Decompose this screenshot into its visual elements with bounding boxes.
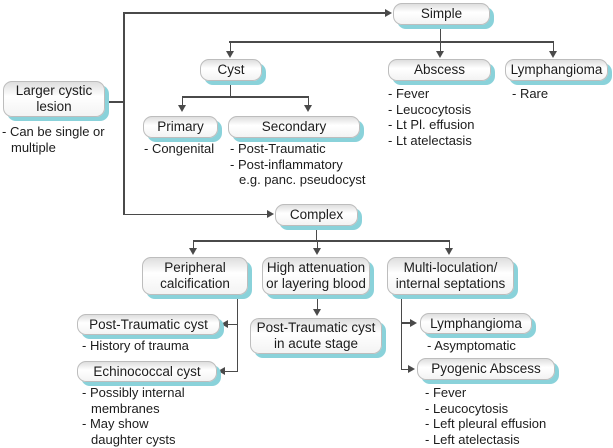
note-line: - Lt Pl. effusion <box>388 117 475 132</box>
connector-cyst-branch-bar <box>182 96 309 98</box>
node-post-traumatic-cyst-label: Post-Traumatic cyst <box>89 316 208 332</box>
node-pyogenic-abscess <box>417 358 555 380</box>
connector-main-trunk-vertical <box>123 12 125 215</box>
notes-post-traumatic-cyst <box>82 338 189 354</box>
notes-abscess <box>388 86 474 148</box>
arrowhead-into-simple <box>385 9 392 17</box>
arrowhead-into-pyogenic <box>408 365 415 373</box>
connector-trunk-to-complex <box>123 214 268 216</box>
note-line: daughter cysts <box>91 431 176 447</box>
connector-simple-branch-bar <box>229 41 553 43</box>
note-line: - Leucocytosis <box>388 101 472 117</box>
node-secondary-label: Secondary <box>261 119 327 134</box>
node-high-attenuation <box>262 257 370 295</box>
node-multi-loculation <box>387 257 514 295</box>
connector-to-lymphangioma-complex <box>401 322 410 324</box>
connector-stem-secondary <box>308 96 310 105</box>
note-line: - Asymptomatic <box>427 338 516 353</box>
connector-to-echinococcal <box>225 371 237 373</box>
notes-lymphangioma-simple <box>512 86 548 102</box>
connector-cyst-stem <box>230 81 232 96</box>
connector-multi-vertical <box>401 295 403 370</box>
connector-stem-multi-loculation <box>449 240 451 248</box>
node-echinococcal-cyst-label: Echinococcal cyst <box>93 363 201 379</box>
connector-larger-to-trunk <box>105 101 124 103</box>
note-line: - Leucocytosis <box>425 400 509 416</box>
connector-stem-abscess <box>440 41 442 51</box>
note-line: - Left pleural effusion <box>425 416 547 431</box>
node-pyogenic-abscess-label: Pyogenic Abscess <box>431 361 541 376</box>
arrowhead-into-complex <box>267 210 274 218</box>
node-primary <box>143 116 218 138</box>
note-line: - Fever <box>388 86 430 101</box>
node-cyst-label: Cyst <box>217 62 245 77</box>
node-larger-cystic-lesion <box>3 81 105 117</box>
connector-stem-acute <box>317 295 319 309</box>
node-multi-loculation-label: Multi-loculation/ internal septations <box>395 260 506 291</box>
note-line: - Fever <box>425 385 467 400</box>
arrowhead-into-peripheral <box>189 248 197 255</box>
node-echinococcal-cyst <box>77 361 217 382</box>
node-lymphangioma-simple <box>505 59 608 81</box>
node-abscess <box>388 59 491 81</box>
node-post-traumatic-cyst <box>77 314 220 335</box>
note-line: membranes <box>91 400 160 416</box>
node-lymphangioma-simple-label: Lymphangioma <box>510 62 603 77</box>
notes-echinococcal-cyst <box>82 385 185 447</box>
notes-secondary <box>230 141 365 188</box>
node-primary-label: Primary <box>157 119 204 134</box>
arrowhead-into-lymphangioma-simple <box>549 51 557 58</box>
connector-peripheral-vertical <box>237 295 239 372</box>
note-line: - History of trauma <box>82 338 189 353</box>
node-high-attenuation-label: High attenuation or layering blood <box>266 260 366 291</box>
node-simple <box>393 3 490 25</box>
arrowhead-into-high-attenuation <box>313 248 321 255</box>
note-line: - Can be single or <box>2 124 105 139</box>
note-line: e.g. panc. pseudocyst <box>239 172 366 187</box>
notes-larger-cystic-lesion <box>2 124 105 155</box>
arrowhead-into-cyst <box>226 51 234 58</box>
note-line: - Post-Traumatic <box>230 141 326 156</box>
node-peripheral-calcification <box>142 257 248 295</box>
note-line: - Congenital <box>144 141 215 156</box>
arrowhead-into-lymphangioma-complex <box>410 319 417 327</box>
node-complex-label: Complex <box>289 207 344 222</box>
connector-trunk-to-simple <box>123 12 385 14</box>
connector-simple-stem <box>440 25 442 41</box>
note-line: - Post-inflammatory <box>230 156 343 172</box>
notes-primary <box>144 141 214 157</box>
node-abscess-label: Abscess <box>413 62 466 77</box>
connector-stem-high-attenuation <box>317 240 319 248</box>
node-cyst <box>200 59 262 81</box>
node-lymphangioma-complex <box>420 313 532 334</box>
connector-stem-primary <box>182 96 184 105</box>
notes-lymphangioma-complex <box>427 338 516 354</box>
connector-stem-peripheral <box>193 240 195 248</box>
note-line: - Rare <box>512 86 549 101</box>
note-line: multiple <box>11 139 56 155</box>
arrowhead-into-acute <box>313 309 321 316</box>
node-peripheral-calcification-label: Peripheral calcification <box>160 260 230 291</box>
node-lymphangioma-complex-label: Lymphangioma <box>430 315 522 331</box>
note-line: - Left atelectasis <box>425 431 520 447</box>
arrowhead-into-multi-loculation <box>445 248 453 255</box>
note-line: - Lt atelectasis <box>388 132 472 148</box>
node-complex <box>275 204 358 226</box>
connector-stem-cyst <box>230 41 232 51</box>
node-simple-label: Simple <box>420 6 463 21</box>
node-larger-cystic-lesion-label: Larger cystic lesion <box>15 83 93 114</box>
node-secondary <box>228 116 360 138</box>
note-line: - Possibly internal <box>82 385 185 400</box>
notes-pyogenic-abscess <box>425 385 546 447</box>
arrowhead-into-secondary <box>304 105 312 112</box>
arrowhead-into-primary <box>178 105 186 112</box>
arrowhead-into-abscess <box>436 51 444 58</box>
node-post-traumatic-acute <box>250 318 382 354</box>
arrowhead-into-echinococcal <box>218 367 225 375</box>
connector-complex-branch-bar <box>193 240 450 242</box>
connector-to-pyogenic <box>401 369 408 371</box>
connector-stem-lymphangioma-simple <box>553 41 555 51</box>
connector-to-post-traumatic <box>228 324 237 326</box>
note-line: - May show <box>82 416 149 431</box>
arrowhead-into-post-traumatic <box>221 320 228 328</box>
connector-complex-stem <box>316 226 318 240</box>
node-post-traumatic-acute-label: Post-Traumatic cyst in acute stage <box>256 320 376 351</box>
